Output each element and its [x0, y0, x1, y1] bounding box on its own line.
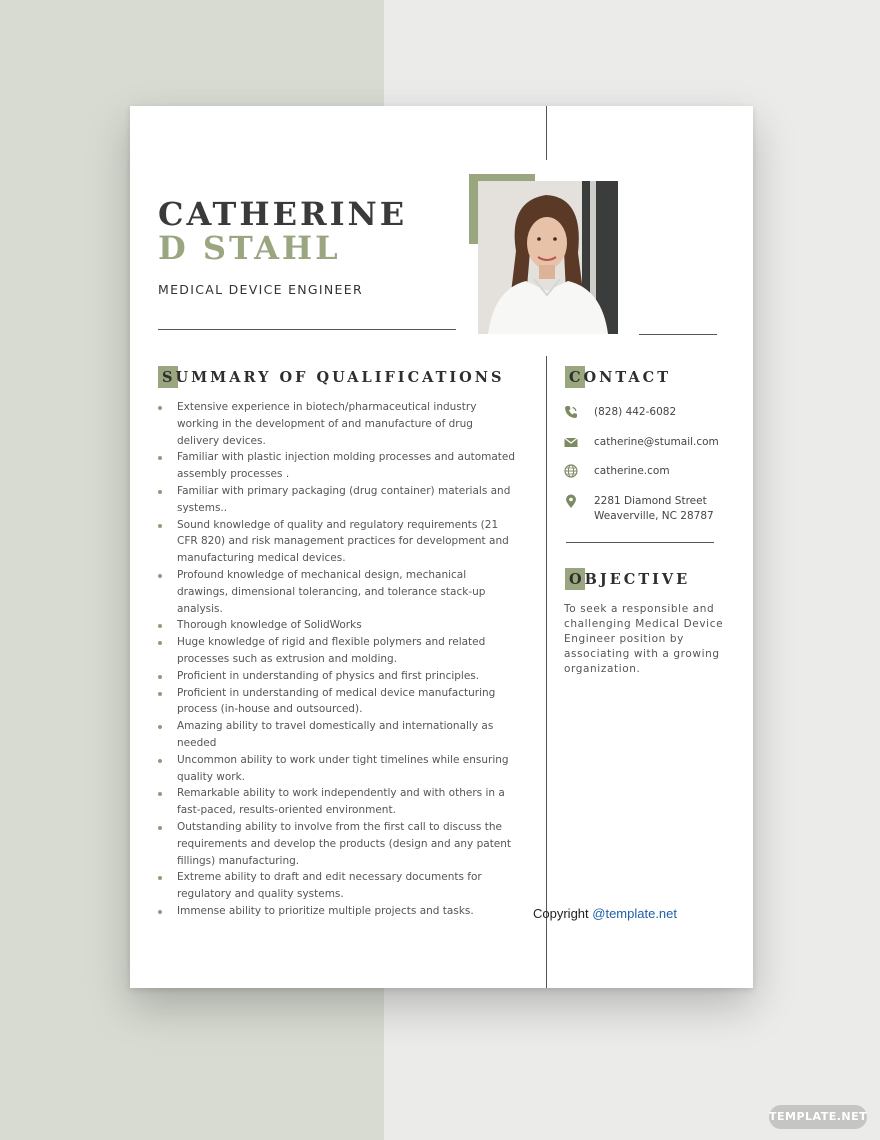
list-item: Immense ability to prioritize multiple projects and tasks. [158, 903, 518, 920]
email-text: catherine@stumail.com [594, 436, 719, 448]
template-net-badge[interactable]: TEMPLATE.NET [769, 1105, 867, 1129]
list-item: Outstanding ability to involve from the first call to discuss the requirements and develop the products (design and any patent fillings) manufacturing. [158, 819, 518, 869]
header-divider-right [639, 334, 717, 335]
contact-website [564, 464, 670, 479]
profile-photo [478, 181, 618, 334]
list-item: Proficient in understanding of medical device manufacturing process (in-house and outsourced). [158, 685, 518, 719]
list-item: Thorough knowledge of SolidWorks [158, 617, 518, 634]
list-item: Familiar with plastic injection molding processes and automated assembly processes . [158, 449, 518, 483]
contact-divider [566, 542, 714, 543]
contact-heading: CONTACT [569, 369, 672, 386]
vertical-divider [546, 356, 547, 988]
list-item: Remarkable ability to work independently and with others in a fast-paced, results-oriented environment. [158, 785, 518, 819]
qualifications-list [158, 399, 518, 920]
contact-address [564, 494, 714, 524]
copyright-label: Copyright [533, 906, 589, 921]
address-line-1: 2281 Diamond Street [594, 495, 707, 507]
last-name: D STAHL [158, 229, 341, 267]
header-divider-left [158, 329, 456, 330]
objective-text: To seek a responsible and challenging Medical Device Engineer position by associating with a growing organization. [564, 603, 724, 675]
copyright-link[interactable]: @template.net [592, 906, 678, 921]
phone-icon [564, 405, 594, 420]
address-line-2: Weaverville, NC 28787 [594, 510, 714, 522]
phone-text: (828) 442-6082 [594, 406, 677, 418]
contact-phone [564, 405, 676, 420]
website-text: catherine.com [594, 465, 670, 477]
globe-icon [564, 464, 594, 479]
job-title: MEDICAL DEVICE ENGINEER [158, 282, 363, 297]
objective-heading: OBJECTIVE [569, 571, 691, 588]
copyright-notice [533, 906, 677, 921]
list-item: Uncommon ability to work under tight timelines while ensuring quality work. [158, 752, 518, 786]
list-item: Familiar with primary packaging (drug container) materials and systems.. [158, 483, 518, 517]
list-item: Amazing ability to travel domestically and internationally as needed [158, 718, 518, 752]
list-item: Huge knowledge of rigid and flexible polymers and related processes such as extrusion and molding. [158, 634, 518, 668]
list-item: Proficient in understanding of physics and first principles. [158, 668, 518, 685]
list-item: Profound knowledge of mechanical design, mechanical drawings, dimensional tolerancing, and tolerance stack-up analysis. [158, 567, 518, 617]
first-name: CATHERINE [158, 195, 408, 233]
qualifications-heading: SUMMARY OF QUALIFICATIONS [162, 369, 505, 386]
email-icon [564, 435, 594, 450]
list-item: Sound knowledge of quality and regulatory requirements (21 CFR 820) and risk management practices for development and manufacturing medical devices. [158, 517, 518, 567]
location-pin-icon [564, 494, 594, 509]
resume-page [130, 106, 753, 988]
list-item: Extreme ability to draft and edit necessary documents for regulatory and quality systems. [158, 869, 518, 903]
contact-email [564, 435, 719, 450]
list-item: Extensive experience in biotech/pharmaceutical industry working in the development of and manufacture of drug delivery devices. [158, 399, 518, 449]
vertical-divider-top [546, 106, 547, 160]
